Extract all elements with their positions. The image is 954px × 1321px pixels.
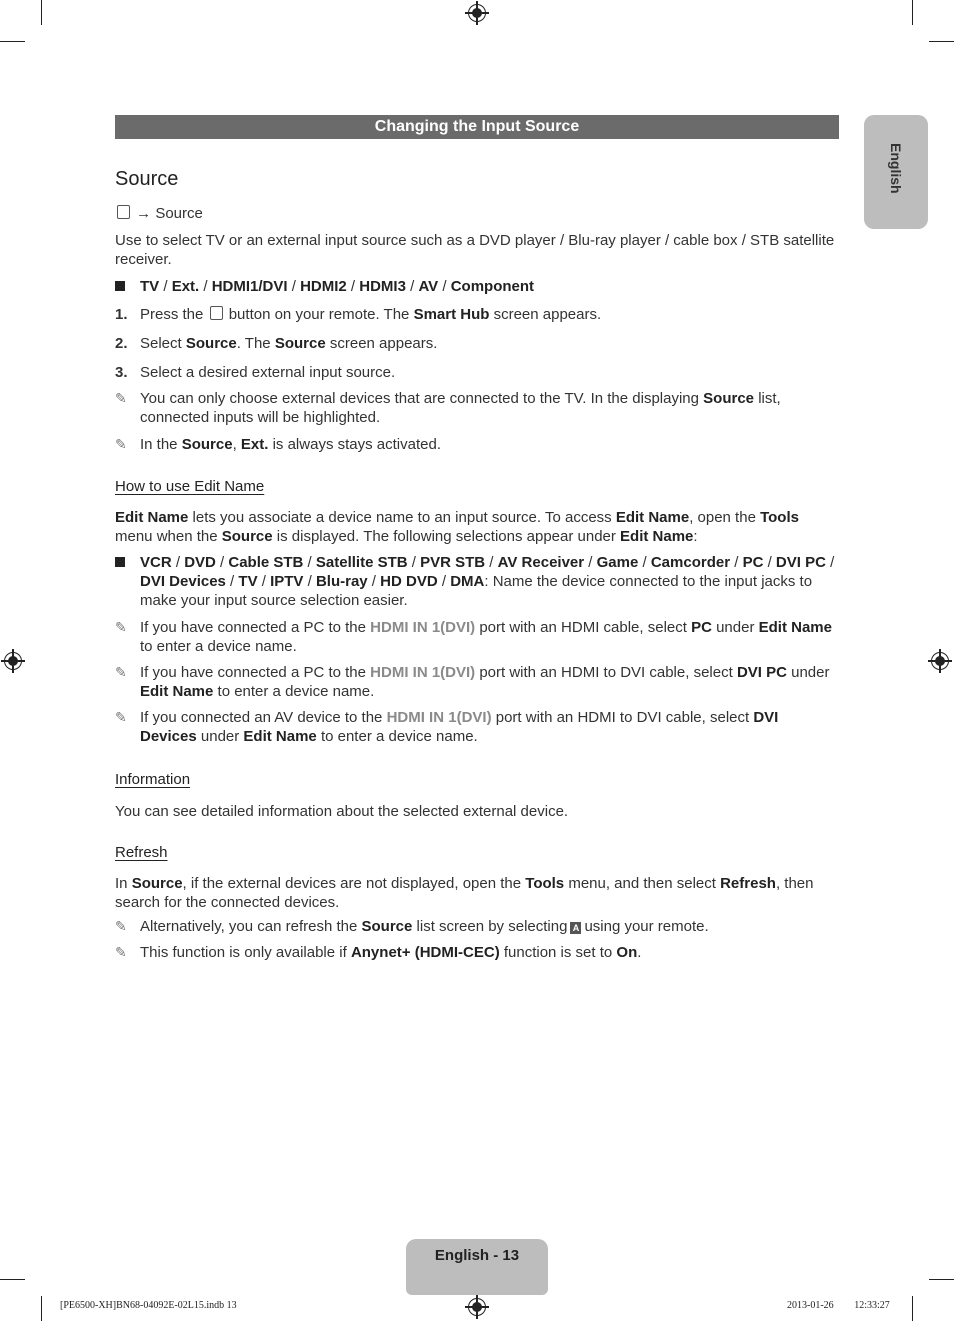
source-description: Use to select TV or an external input source such as a DVD player / Blu-ray player / cable box / STB satellite receiver. — [115, 232, 835, 268]
source-options-list: TV / Ext. / HDMI1/DVI / HDMI2 / HDMI3 / AV / Component — [140, 278, 535, 295]
page-number-tab: English - 13 — [406, 1239, 548, 1295]
intro-text: is displayed. The following selections appear under — [272, 528, 621, 545]
note-text: You can only choose external devices that are connected to the TV. In the displaying — [140, 390, 699, 407]
port-name: HDMI IN 1(DVI) — [370, 619, 476, 636]
refresh-intro — [115, 874, 839, 912]
square-bullet-icon — [115, 281, 125, 291]
intro-text: : — [693, 528, 698, 545]
note-text: Alternatively, you can refresh the — [140, 918, 362, 935]
pencil-note-icon: ✎ — [115, 918, 127, 934]
crop-mark — [0, 1279, 25, 1280]
source-heading: Source — [115, 168, 179, 190]
menu-button-icon — [210, 306, 223, 320]
crop-mark — [912, 1296, 913, 1321]
list-item: HDMI3 — [359, 278, 406, 295]
note-bold: DVI Devices — [140, 709, 779, 745]
registration-mark-icon — [931, 652, 949, 670]
note-text: If you connected an AV device to the — [140, 709, 387, 726]
intro-bold: Refresh — [720, 875, 776, 892]
note-bold: DVI PC — [736, 664, 787, 681]
language-tab — [864, 115, 928, 229]
crop-mark — [0, 41, 25, 42]
step-text: Press the — [140, 306, 204, 323]
list-item: TV — [238, 573, 258, 590]
device-names-list: VCR / DVD / Cable STB / Satellite STB / PVR STB / AV Receiver / Game / Camcorder / PC / DVI PC / DVI Devices / TV / IPTV / Blu-ray / HD DVD / DMA — [140, 554, 835, 590]
step-number: 2. — [115, 335, 128, 352]
pencil-note-icon: ✎ — [115, 436, 127, 452]
step-text: Select a desired external input source. — [140, 364, 396, 381]
note-text: list screen by selecting — [412, 918, 568, 935]
intro-bold: Source — [131, 875, 183, 892]
list-item: Camcorder — [650, 554, 731, 571]
list-item: HD DVD — [380, 573, 438, 590]
list-item: Satellite STB — [315, 554, 408, 571]
source-options — [115, 277, 839, 296]
main-content — [115, 166, 839, 962]
note-text: If you have connected a PC to the — [140, 664, 371, 681]
edit-name-note-3 — [115, 708, 839, 746]
step-bold: Source — [185, 335, 237, 352]
pencil-note-icon: ✎ — [115, 944, 127, 960]
list-item: DVI Devices — [140, 573, 226, 590]
step-3 — [115, 363, 839, 382]
port-name: HDMI IN 1(DVI) — [386, 709, 492, 726]
step-text: screen appears. — [329, 335, 438, 352]
a-button-icon: A — [570, 922, 581, 934]
crop-mark — [912, 0, 913, 25]
note-text: This function is only available if — [140, 944, 351, 961]
list-item: Component — [450, 278, 535, 295]
intro-bold: Edit Name — [115, 509, 189, 526]
note-text: In the — [140, 436, 178, 453]
intro-bold: Source — [221, 528, 273, 545]
note-text: If you have connected a PC to the — [140, 619, 371, 636]
note-text: port with an HDMI to DVI cable, select — [491, 709, 754, 726]
intro-text: , if the external devices are not displayed, open the — [182, 875, 526, 892]
list-item: Ext. — [171, 278, 200, 295]
note-bold: Edit Name — [243, 728, 317, 745]
list-item: DMA — [450, 573, 485, 590]
step-bold: Smart Hub — [413, 306, 490, 323]
step-number: 1. — [115, 306, 128, 323]
note-text: to enter a device name. — [316, 728, 478, 745]
section-header: Changing the Input Source — [115, 115, 839, 139]
registration-mark-icon — [468, 4, 486, 22]
list-item: PC — [742, 554, 764, 571]
list-item: Game — [596, 554, 639, 571]
crop-mark — [929, 41, 954, 42]
crop-mark — [929, 1279, 954, 1280]
note-bold: On — [616, 944, 638, 961]
intro-bold: Tools — [525, 875, 565, 892]
note-text: to enter a device name. — [213, 683, 375, 700]
source-note-1 — [115, 389, 839, 427]
pencil-note-icon: ✎ — [115, 619, 127, 635]
step-text: button on your remote. The — [228, 306, 410, 323]
intro-text: menu, and then select — [564, 875, 721, 892]
list-item: Blu-ray — [315, 573, 368, 590]
note-text: under — [786, 664, 830, 681]
edit-name-note-1 — [115, 618, 839, 656]
step-number: 3. — [115, 364, 128, 381]
device-names — [115, 553, 839, 610]
menu-button-icon — [117, 205, 130, 219]
information-heading: Information — [115, 771, 191, 788]
note-bold: Edit Name — [140, 683, 214, 700]
note-bold: Edit Name — [758, 619, 832, 636]
note-text: list, connected inputs will be highlighted. — [140, 390, 781, 426]
information-text: You can see detailed information about the selected external device. — [115, 803, 569, 820]
intro-text: In — [115, 875, 132, 892]
refresh-note-1 — [115, 917, 839, 936]
note-text: , — [232, 436, 237, 453]
list-item: HDMI2 — [300, 278, 347, 295]
edit-name-heading: How to use Edit Name — [115, 478, 265, 495]
step-bold: Source — [274, 335, 326, 352]
edit-name-note-2 — [115, 663, 839, 701]
intro-bold: Tools — [760, 509, 799, 526]
edit-name-intro — [115, 508, 839, 546]
step-text: screen appears. — [493, 306, 602, 323]
note-bold: Source — [361, 918, 413, 935]
list-item: Cable STB — [228, 554, 304, 571]
note-bold: PC — [691, 619, 712, 636]
note-bold: Source — [181, 436, 233, 453]
list-item: PVR STB — [420, 554, 486, 571]
step-text: Select — [140, 335, 182, 352]
list-item: VCR — [140, 554, 172, 571]
refresh-heading: Refresh — [115, 844, 168, 861]
print-file-info: [PE6500-XH]BN68-04092E-02L15.indb 13 — [60, 1300, 237, 1311]
note-text: is always stays activated. — [272, 436, 441, 453]
pencil-note-icon: ✎ — [115, 390, 127, 406]
port-name: HDMI IN 1(DVI) — [370, 664, 476, 681]
refresh-note-2 — [115, 943, 839, 962]
menu-path-text: → Source — [136, 205, 203, 222]
list-item: IPTV — [270, 573, 304, 590]
list-item: DVD — [184, 554, 216, 571]
source-note-2 — [115, 435, 839, 454]
intro-text: lets you associate a device name to an input source. To access — [188, 509, 616, 526]
step-2 — [115, 334, 839, 353]
menu-path — [115, 204, 839, 223]
list-item: DVI PC — [775, 554, 826, 571]
note-text: function is set to — [499, 944, 617, 961]
note-text: under — [196, 728, 244, 745]
list-item: TV — [140, 278, 160, 295]
note-text: . — [637, 944, 642, 961]
note-text: to enter a device name. — [140, 638, 297, 655]
print-date-info: 2013-01-26 ￿￿ 12:33:27 — [787, 1300, 890, 1311]
crop-mark — [41, 1296, 42, 1321]
note-text: using your remote. — [584, 918, 709, 935]
step-text: . The — [236, 335, 271, 352]
note-bold: Source — [703, 390, 755, 407]
note-text: port with an HDMI cable, select — [475, 619, 692, 636]
note-text: port with an HDMI to DVI cable, select — [475, 664, 737, 681]
pencil-note-icon: ✎ — [115, 709, 127, 725]
square-bullet-icon — [115, 557, 125, 567]
registration-mark-icon — [4, 652, 22, 670]
step-1 — [115, 305, 839, 324]
intro-text: , then search for the connected devices. — [115, 875, 814, 911]
list-item: AV — [418, 278, 439, 295]
note-text: under — [711, 619, 759, 636]
intro-bold: Edit Name — [615, 509, 690, 526]
intro-bold: Edit Name — [620, 528, 694, 545]
note-bold: Anynet+ (HDMI-CEC) — [350, 944, 500, 961]
registration-mark-icon — [468, 1298, 486, 1316]
list-item: AV Receiver — [497, 554, 585, 571]
list-item: HDMI1/DVI — [211, 278, 288, 295]
intro-text: , open the — [689, 509, 761, 526]
device-names-desc: : Name the device connected to the input jacks to make your input source selection easier. — [140, 573, 813, 609]
pencil-note-icon: ✎ — [115, 664, 127, 680]
language-tab-label: English — [888, 143, 904, 194]
note-bold: Ext. — [240, 436, 269, 453]
crop-mark — [41, 0, 42, 25]
intro-text: menu when the — [115, 528, 222, 545]
